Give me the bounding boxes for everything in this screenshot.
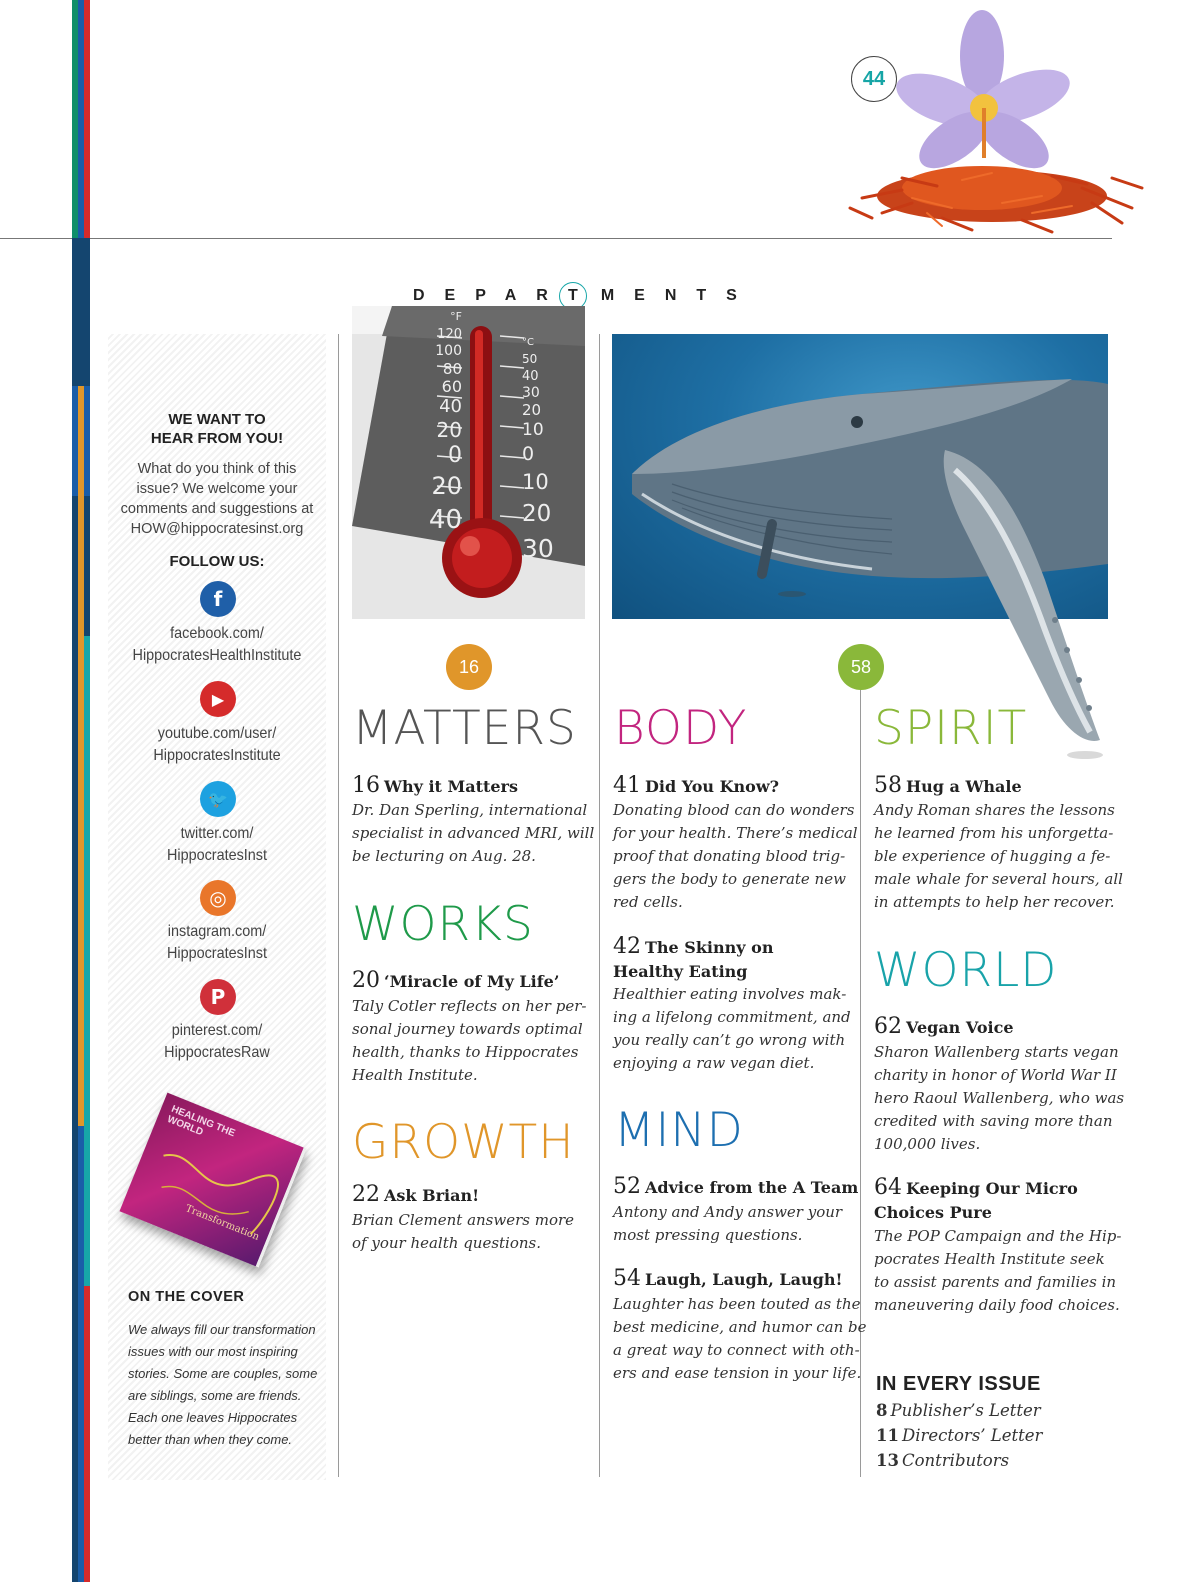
article-desc-line: pocrates Health Institute seek: [874, 1250, 1105, 1268]
c-label: 50: [522, 352, 538, 366]
every-issue-item[interactable]: [876, 1401, 1041, 1420]
sidebar-heading-line: WE WANT TO: [168, 411, 266, 428]
article-page-number: 16: [352, 773, 380, 798]
article-desc-line: most pressing questions.: [613, 1226, 803, 1244]
cover-text-line: We always fill our transformation: [128, 1322, 316, 1337]
title-ring-letter: T: [559, 282, 587, 310]
article-desc-line: male whale for several hours, all: [874, 870, 1123, 888]
feedback-email-link[interactable]: HOW@hippocratesinst.org: [130, 521, 304, 537]
article-desc-line: Taly Cotler reflects on her per-: [352, 997, 587, 1015]
article-desc-line: enjoying a raw vegan diet.: [613, 1054, 815, 1072]
article-desc-line: ers and ease tension in your life.: [613, 1364, 862, 1382]
sidebar-intro-line: issue? We welcome your: [136, 481, 298, 497]
article-desc-line: a great way to connect with oth-: [613, 1341, 860, 1359]
article-title-line2[interactable]: Choices Pure: [874, 1203, 992, 1222]
f-label: 40: [428, 504, 462, 535]
article-desc-line: health, thanks to Hippocrates: [352, 1043, 579, 1061]
article-desc-line: he learned from his unforgetta-: [874, 824, 1114, 842]
article-desc-line: of your health questions.: [352, 1234, 542, 1252]
sidebar-heading-line: HEAR FROM YOU!: [150, 430, 284, 447]
crocus-petals: [889, 10, 1076, 179]
article-desc-line: best medicine, and humor can be: [613, 1318, 867, 1336]
f-label: 40: [439, 395, 462, 417]
article-title[interactable]: [874, 1015, 1014, 1039]
column-rule: [860, 688, 861, 1477]
article-title[interactable]: [874, 1176, 1078, 1200]
title-part: DEPAR: [413, 287, 568, 304]
cover-text-line: issues with our most inspiring: [128, 1344, 298, 1359]
c-label: 10: [522, 470, 549, 494]
pinterest-url-line[interactable]: pinterest.com/: [171, 1022, 263, 1039]
accent-bar-segment: [72, 386, 90, 496]
thermometer-photo: [352, 306, 585, 619]
article-desc-line: Dr. Dan Sperling, international: [352, 801, 588, 819]
f-label: °F: [450, 310, 462, 323]
every-issue-page-number: 8: [876, 1401, 888, 1420]
f-label: 20: [431, 471, 462, 500]
article-desc-line: you really can’t go wrong with: [613, 1031, 846, 1049]
facebook-icon[interactable]: f: [200, 581, 236, 617]
article-title[interactable]: [352, 774, 518, 798]
article-desc-line: Sharon Wallenberg starts vegan: [874, 1043, 1119, 1061]
c-label: 20: [522, 501, 552, 527]
article-desc-line: ing a lifelong commitment, and: [613, 1008, 851, 1026]
article-title-text: Vegan Voice: [906, 1018, 1014, 1037]
every-issue-label: Contributors: [901, 1451, 1010, 1470]
every-issue-label: Publisher’s Letter: [890, 1401, 1041, 1420]
instagram-url-line[interactable]: HippocratesInst: [166, 945, 268, 962]
article-title-text: Did You Know?: [645, 777, 779, 796]
article-desc-line: red cells.: [613, 893, 683, 911]
c-label: 40: [522, 369, 539, 384]
cover-text-line: are siblings, some are friends.: [128, 1388, 302, 1403]
every-issue-page-number: 13: [876, 1451, 899, 1470]
thermometer-fahrenheit-scale: [382, 308, 462, 538]
youtube-icon[interactable]: ▶: [200, 681, 236, 717]
article-desc-line: for your health. There’s medical: [613, 824, 858, 842]
header-rule: [0, 238, 72, 239]
article-title[interactable]: [613, 1175, 858, 1199]
column-rule: [338, 334, 339, 1477]
in-every-issue-heading: IN EVERY ISSUE: [876, 1373, 1041, 1395]
sidebar-intro-line: What do you think of this: [137, 461, 297, 477]
pinterest-url-line[interactable]: HippocratesRaw: [164, 1044, 270, 1061]
article-desc-line: 100,000 lives.: [874, 1135, 981, 1153]
saffron-flower-image: [842, 8, 1146, 240]
f-label: 80: [442, 359, 462, 378]
accent-bar-segment: [72, 1286, 90, 1582]
section-mind-heading: MIND: [614, 1103, 744, 1158]
article-title-text: Advice from the A Team: [645, 1178, 859, 1197]
section-world-heading: WORLD: [874, 943, 1058, 998]
title-part: MENTS: [600, 287, 757, 304]
c-label: 30: [522, 385, 540, 401]
facebook-url-line[interactable]: facebook.com/: [170, 625, 264, 642]
every-issue-page-number: 11: [876, 1426, 899, 1445]
article-page-number: 52: [613, 1174, 641, 1199]
column-rule: [599, 334, 600, 1477]
article-title[interactable]: [352, 969, 559, 993]
article-title-text: ‘Miracle of My Life’: [384, 972, 560, 991]
instagram-url-line[interactable]: instagram.com/: [167, 923, 267, 940]
section-matters-heading: MATTERS: [352, 701, 577, 756]
article-desc-line: Healthier eating involves mak-: [613, 985, 847, 1003]
article-desc-line: Health Institute.: [352, 1066, 478, 1084]
c-label: 10: [522, 420, 544, 440]
every-issue-item[interactable]: [876, 1426, 1042, 1445]
article-desc-line: charity in honor of World War II: [874, 1066, 1117, 1084]
article-desc-line: Laughter has been touted as the: [613, 1295, 861, 1313]
accent-bar-segment: [72, 1126, 90, 1286]
page-number: 44: [851, 56, 897, 102]
article-title-text: Keeping Our Micro: [906, 1179, 1078, 1198]
saffron-threads: [850, 166, 1142, 232]
article-title[interactable]: [874, 774, 1022, 798]
instagram-icon[interactable]: ◎: [200, 880, 236, 916]
f-label: 60: [441, 377, 462, 396]
c-label: 20: [522, 401, 542, 419]
article-title-text: Ask Brian!: [384, 1186, 480, 1205]
article-page-number: 41: [613, 773, 641, 798]
thermometer-celsius-scale: [522, 334, 582, 567]
article-title[interactable]: [352, 1183, 479, 1207]
article-desc-line: maneuvering daily food choices.: [874, 1296, 1120, 1314]
article-desc-line: credited with saving more than: [874, 1112, 1113, 1130]
accent-bar-segment: [72, 496, 90, 636]
twitter-url-line[interactable]: HippocratesInst: [166, 847, 268, 864]
article-desc-line: specialist in advanced MRI, will: [352, 824, 595, 842]
article-desc-line: in attempts to help her recover.: [874, 893, 1115, 911]
pinterest-icon[interactable]: P: [200, 979, 236, 1015]
article-page-number: 58: [874, 773, 902, 798]
article-desc-line: hero Raoul Wallenberg, who was: [874, 1089, 1125, 1107]
article-title[interactable]: [613, 1267, 843, 1291]
youtube-url-line[interactable]: youtube.com/user/: [157, 725, 277, 742]
cover-text-line: Each one leaves Hippocrates: [128, 1410, 298, 1425]
f-label: 0: [448, 442, 462, 468]
section-works-heading: WORKS: [352, 897, 534, 952]
spirit-page-badge: 58: [838, 644, 884, 690]
section-spirit-heading: SPIRIT: [874, 701, 1028, 756]
article-page-number: 42: [613, 934, 641, 959]
article-desc-line: Andy Roman shares the lessons: [874, 801, 1115, 819]
f-label: 120: [437, 326, 462, 342]
facebook-url-line[interactable]: HippocratesHealthInstitute: [132, 647, 302, 664]
article-desc-line: The POP Campaign and the Hip-: [874, 1227, 1122, 1245]
c-label: °C: [522, 337, 534, 348]
article-title[interactable]: [613, 935, 773, 959]
sidebar: [108, 334, 326, 1480]
article-title-line2[interactable]: Healthy Eating: [613, 962, 748, 981]
article-title-text: Why it Matters: [384, 777, 518, 796]
article-desc-line: proof that donating blood trig-: [613, 847, 846, 865]
f-label: 20: [436, 417, 462, 442]
article-title-text: Hug a Whale: [906, 777, 1022, 796]
cover-text-line: stories. Some are couples, some: [128, 1366, 318, 1381]
article-desc-line: to assist parents and families in: [874, 1273, 1117, 1291]
article-page-number: 22: [352, 1182, 380, 1207]
article-desc-line: Antony and Andy answer your: [613, 1203, 843, 1221]
cover-title: HEALING THE WORLD: [165, 1103, 237, 1140]
cover-text-line: better than when they come.: [128, 1432, 293, 1447]
twitter-icon[interactable]: 🐦: [200, 781, 236, 817]
follow-us-heading: FOLLOW US:: [169, 553, 265, 570]
article-title-text: Laugh, Laugh, Laugh!: [645, 1270, 843, 1289]
accent-bar-segment: [72, 238, 90, 386]
article-title-text: The Skinny on: [645, 938, 774, 957]
article-page-number: 62: [874, 1014, 902, 1039]
section-body-heading: BODY: [614, 701, 748, 756]
f-label: 100: [435, 343, 462, 359]
article-title[interactable]: [613, 774, 779, 798]
youtube-url-line[interactable]: HippocratesInstitute: [153, 747, 281, 764]
cover-scribble: [119, 1093, 306, 1268]
cover-heading: ON THE COVER: [128, 1289, 245, 1305]
article-page-number: 54: [613, 1266, 641, 1291]
article-desc-line: Brian Clement answers more: [352, 1211, 575, 1229]
every-issue-item[interactable]: [876, 1451, 1009, 1470]
magazine-cover-image: [119, 1093, 306, 1268]
section-growth-heading: GROWTH: [352, 1115, 575, 1170]
article-page-number: 64: [874, 1175, 902, 1200]
accent-bar-segment: [72, 636, 90, 1126]
article-desc-line: ble experience of hugging a fe-: [874, 847, 1111, 865]
article-page-number: 20: [352, 968, 380, 993]
article-desc-line: sonal journey towards optimal: [352, 1020, 583, 1038]
article-desc-line: Donating blood can do wonders: [613, 801, 855, 819]
matters-page-badge: 16: [446, 644, 492, 690]
article-desc-line: gers the body to generate new: [613, 870, 846, 888]
article-desc-line: be lecturing on Aug. 28.: [352, 847, 536, 865]
twitter-url-line[interactable]: twitter.com/: [180, 825, 254, 842]
every-issue-label: Directors’ Letter: [901, 1426, 1043, 1445]
c-label: 0: [522, 443, 535, 465]
cover-subtitle: Transformation: [183, 1203, 261, 1243]
sidebar-intro-line: comments and suggestions at: [120, 501, 314, 517]
c-label: 30: [522, 534, 554, 563]
